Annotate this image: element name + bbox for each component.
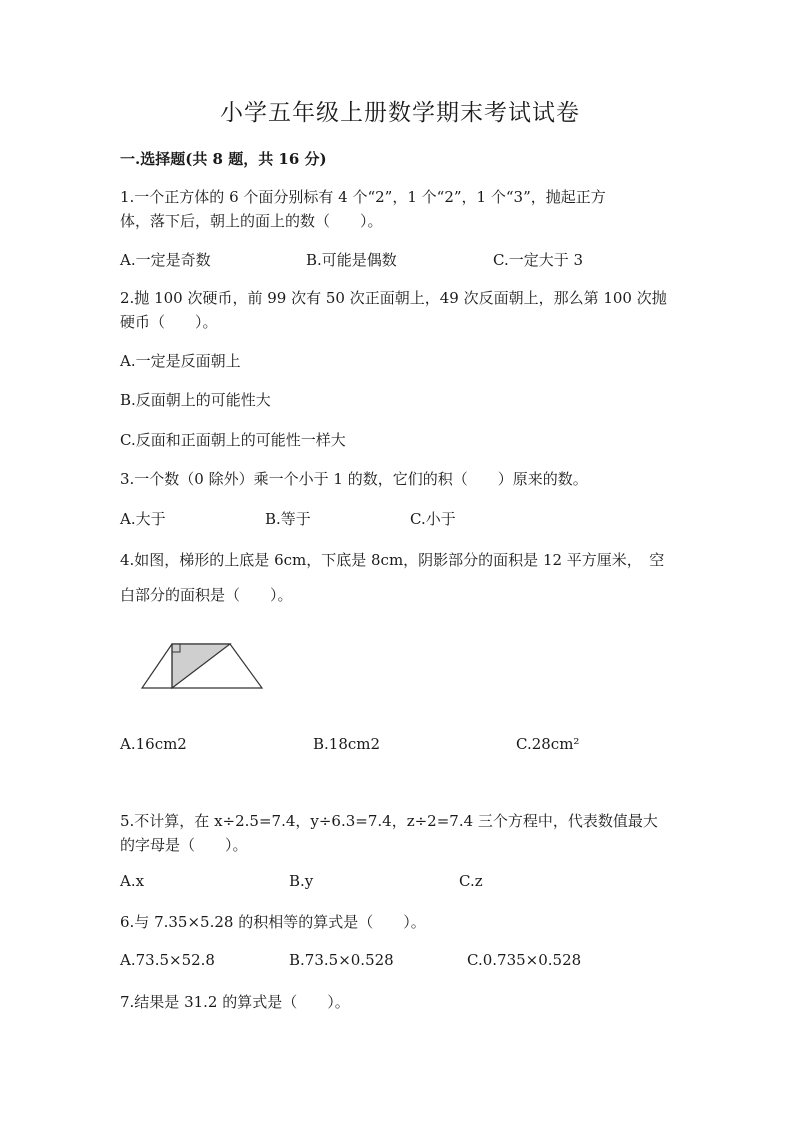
question-7-line-1: 7.结果是 31.2 的算式是（ ）。 <box>120 993 350 1011</box>
q4-option-c: C.28cm² <box>516 735 580 753</box>
question-2-line-2: 硬币（ ）。 <box>120 313 218 331</box>
question-6 <box>120 910 426 934</box>
q6-option-a: A.73.5×52.8 <box>120 951 215 969</box>
q2-option-b: B.反面朝上的可能性大 <box>120 391 271 409</box>
q6-option-c: C.0.735×0.528 <box>467 951 582 969</box>
q2-option-a: A.一定是反面朝上 <box>120 352 241 370</box>
q1-option-b: B.可能是偶数 <box>306 251 397 269</box>
q1-option-c: C.一定大于 3 <box>493 251 584 269</box>
q2-option-c: C.反面和正面朝上的可能性一样大 <box>120 431 346 449</box>
question-3-line-1: 3.一个数（0 除外）乘一个小于 1 的数，它们的积（ ）原来的数。 <box>120 470 588 488</box>
q3-option-b: B.等于 <box>265 510 311 528</box>
question-5-line-1: 5.不计算，在 x÷2.5=7.4，y÷6.3=7.4，z÷2=7.4 三个方程中，代表数值最大 <box>120 812 658 830</box>
q3-option-a: A.大于 <box>120 510 166 528</box>
question-5-line-2: 的字母是（ ）。 <box>120 836 248 854</box>
question-7 <box>120 990 350 1014</box>
question-1 <box>120 185 606 233</box>
q6-option-b: B.73.5×0.528 <box>289 951 394 969</box>
question-4 <box>120 548 664 572</box>
q4-option-b: B.18cm2 <box>313 735 381 753</box>
question-3 <box>120 467 588 491</box>
question-2 <box>120 286 667 334</box>
q5-option-a: A.x <box>120 872 145 890</box>
question-4-cont <box>120 583 293 607</box>
question-2-line-1: 2.抛 100 次硬币，前 99 次有 50 次正面朝上，49 次反面朝上，那么第 100 次抛 <box>120 289 667 307</box>
q5-option-b: B.y <box>289 872 314 890</box>
q3-option-c: C.小于 <box>410 510 456 528</box>
q1-option-a: A.一定是奇数 <box>120 251 211 269</box>
trapezoid-figure <box>140 638 268 692</box>
question-4-line-1: 4.如图，梯形的上底是 6cm，下底是 8cm，阴影部分的面积是 12 平方厘米， 空 <box>120 551 665 569</box>
question-4-line-2: 白部分的面积是（ ）。 <box>120 586 293 604</box>
section-heading: 一.选择题(共 8 题，共 16 分) <box>120 150 327 168</box>
q5-option-c: C.z <box>459 872 483 890</box>
question-5 <box>120 809 658 857</box>
question-1-line-2: 体，落下后，朝上的面上的数（ ）。 <box>120 212 383 230</box>
page-title: 小学五年级上册数学期末考试试卷 <box>220 100 580 126</box>
question-6-line-1: 6.与 7.35×5.28 的积相等的算式是（ ）。 <box>120 913 426 931</box>
q4-option-a: A.16cm2 <box>120 735 187 753</box>
question-1-line-1: 1.一个正方体的 6 个面分别标有 4 个“2”，1 个“2”，1 个“3”，抛起正方 <box>120 188 606 206</box>
